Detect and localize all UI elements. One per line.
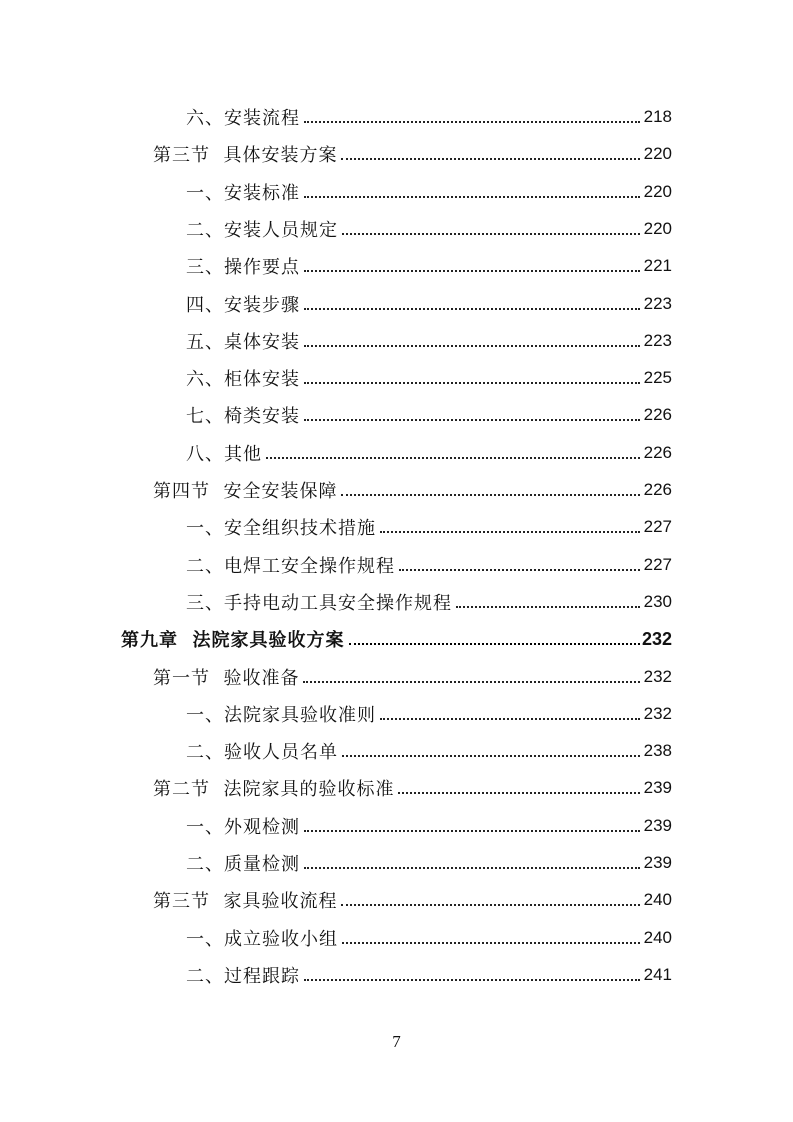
- toc-entry-page: 238: [643, 741, 672, 761]
- toc-entry-item[interactable]: [0, 325, 672, 357]
- toc-entry-item[interactable]: [0, 437, 672, 469]
- toc-entry-page: 218: [643, 107, 672, 126]
- toc-entry-title: 第二节 法院家具的验收标准: [153, 779, 395, 801]
- toc-entry-item[interactable]: [0, 810, 672, 842]
- toc-entry-item[interactable]: [0, 362, 672, 394]
- toc-entry-title: 一、成立验收小组: [186, 928, 338, 950]
- toc-entry-title: 第一节 验收准备: [153, 667, 300, 689]
- toc-entry-page: 232: [643, 666, 672, 686]
- toc-entry-section[interactable]: [0, 884, 672, 916]
- toc-entry-page: 223: [643, 293, 672, 313]
- toc-entry-item[interactable]: [0, 586, 672, 618]
- toc-entry-title: 二、质量检测: [186, 854, 300, 875]
- toc-entry-title: 一、安全组织技术措施: [186, 518, 376, 540]
- toc-dot-leader: [341, 157, 640, 160]
- toc-entry-item[interactable]: [0, 847, 672, 879]
- toc-dot-leader: [304, 829, 640, 832]
- toc-entry-title: 六、柜体安装: [186, 369, 300, 391]
- toc-entry-section[interactable]: [0, 661, 672, 693]
- toc-dot-leader: [304, 381, 640, 384]
- toc-entry-title: 二、安装人员规定: [186, 219, 338, 241]
- toc-entry-item[interactable]: [0, 511, 672, 543]
- toc-dot-leader: [303, 680, 640, 683]
- toc-entry-title: 八、其他: [186, 443, 262, 465]
- toc-dot-leader: [304, 307, 640, 310]
- toc-entry-item[interactable]: [0, 399, 672, 431]
- toc-entry-chapter[interactable]: [0, 623, 672, 655]
- toc-entry-page: 232: [641, 628, 672, 649]
- toc-entry-title: 三、操作要点: [186, 257, 300, 279]
- toc-dot-leader: [341, 903, 640, 906]
- toc-dot-leader: [304, 269, 640, 272]
- toc-entry-item[interactable]: [0, 735, 672, 767]
- toc-entry-item[interactable]: [0, 922, 672, 954]
- toc-dot-leader: [342, 232, 640, 235]
- toc-entry-page: 226: [643, 405, 672, 425]
- toc-entry-title: 二、过程跟踪: [186, 965, 300, 987]
- toc-dot-leader: [349, 642, 640, 645]
- toc-entry-title: 一、外观检测: [186, 816, 300, 838]
- toc-entry-title: 四、安装步骤: [186, 294, 300, 316]
- toc-entry-section[interactable]: [0, 474, 672, 506]
- toc-entry-title: 三、手持电动工具安全操作规程: [186, 592, 452, 614]
- toc-entry-page: 220: [643, 218, 672, 238]
- toc-dot-leader: [341, 493, 640, 496]
- toc-entry-item[interactable]: [0, 101, 672, 133]
- toc-entry-title: 第三节 家具验收流程: [153, 891, 338, 913]
- toc-dot-leader: [304, 866, 640, 869]
- toc-dot-leader: [456, 605, 640, 608]
- toc-entry-page: 230: [643, 591, 672, 611]
- toc-dot-leader: [304, 195, 640, 198]
- toc-entry-item[interactable]: [0, 959, 672, 991]
- toc-entry-item[interactable]: [0, 213, 672, 245]
- page-number: 7: [392, 1032, 401, 1051]
- toc-dot-leader: [398, 791, 640, 794]
- toc-entry-item[interactable]: [0, 288, 672, 320]
- toc-entry-page: 220: [643, 144, 672, 164]
- toc-entry-item[interactable]: [0, 698, 672, 730]
- toc-entry-section[interactable]: [0, 772, 672, 804]
- toc-entry-page: 226: [643, 480, 672, 499]
- toc-entry-page: 227: [643, 517, 672, 537]
- toc-dot-leader: [304, 418, 640, 421]
- toc-entry-title: 七、椅类安装: [186, 406, 300, 428]
- toc-entry-page: 239: [643, 778, 672, 798]
- toc-entry-item[interactable]: [0, 250, 672, 282]
- toc-entry-title: 二、验收人员名单: [186, 742, 338, 764]
- toc-entry-page: 223: [643, 330, 672, 350]
- toc-dot-leader: [266, 456, 640, 459]
- toc-entry-page: 227: [643, 554, 672, 574]
- toc-dot-leader: [380, 717, 640, 720]
- toc-entry-page: 241: [643, 964, 672, 984]
- toc-entry-title: 第四节 安全安装保障: [153, 481, 338, 502]
- toc-dot-leader: [304, 344, 640, 347]
- toc-entry-page: 239: [643, 815, 672, 835]
- toc-dot-leader: [304, 978, 640, 981]
- toc-dot-leader: [304, 120, 640, 123]
- toc-entry-page: 226: [643, 442, 672, 462]
- toc-entry-item[interactable]: [0, 176, 672, 208]
- toc-entry-title: 二、电焊工安全操作规程: [186, 555, 395, 577]
- toc-entry-title: 一、法院家具验收准则: [186, 704, 376, 726]
- toc-entry-page: 240: [643, 890, 672, 910]
- toc-entry-item[interactable]: [0, 549, 672, 581]
- toc-entry-title: 第九章 法院家具验收方案: [121, 630, 345, 652]
- toc-entry-section[interactable]: [0, 138, 672, 170]
- toc-entry-page: 239: [643, 853, 672, 872]
- toc-entry-title: 五、桌体安装: [186, 331, 300, 353]
- toc-dot-leader: [399, 568, 640, 571]
- toc-entry-page: 221: [643, 256, 672, 276]
- toc-entry-page: 225: [643, 368, 672, 388]
- toc-entry-title: 六、安装流程: [186, 108, 300, 129]
- toc-dot-leader: [342, 754, 640, 757]
- toc-entry-page: 240: [643, 927, 672, 947]
- toc-dot-leader: [342, 941, 640, 944]
- toc-entry-page: 232: [643, 703, 672, 723]
- toc-dot-leader: [380, 530, 640, 533]
- toc-entry-title: 第三节 具体安装方案: [153, 145, 338, 167]
- toc-entry-title: 一、安装标准: [186, 182, 300, 204]
- toc-entry-page: 220: [643, 181, 672, 201]
